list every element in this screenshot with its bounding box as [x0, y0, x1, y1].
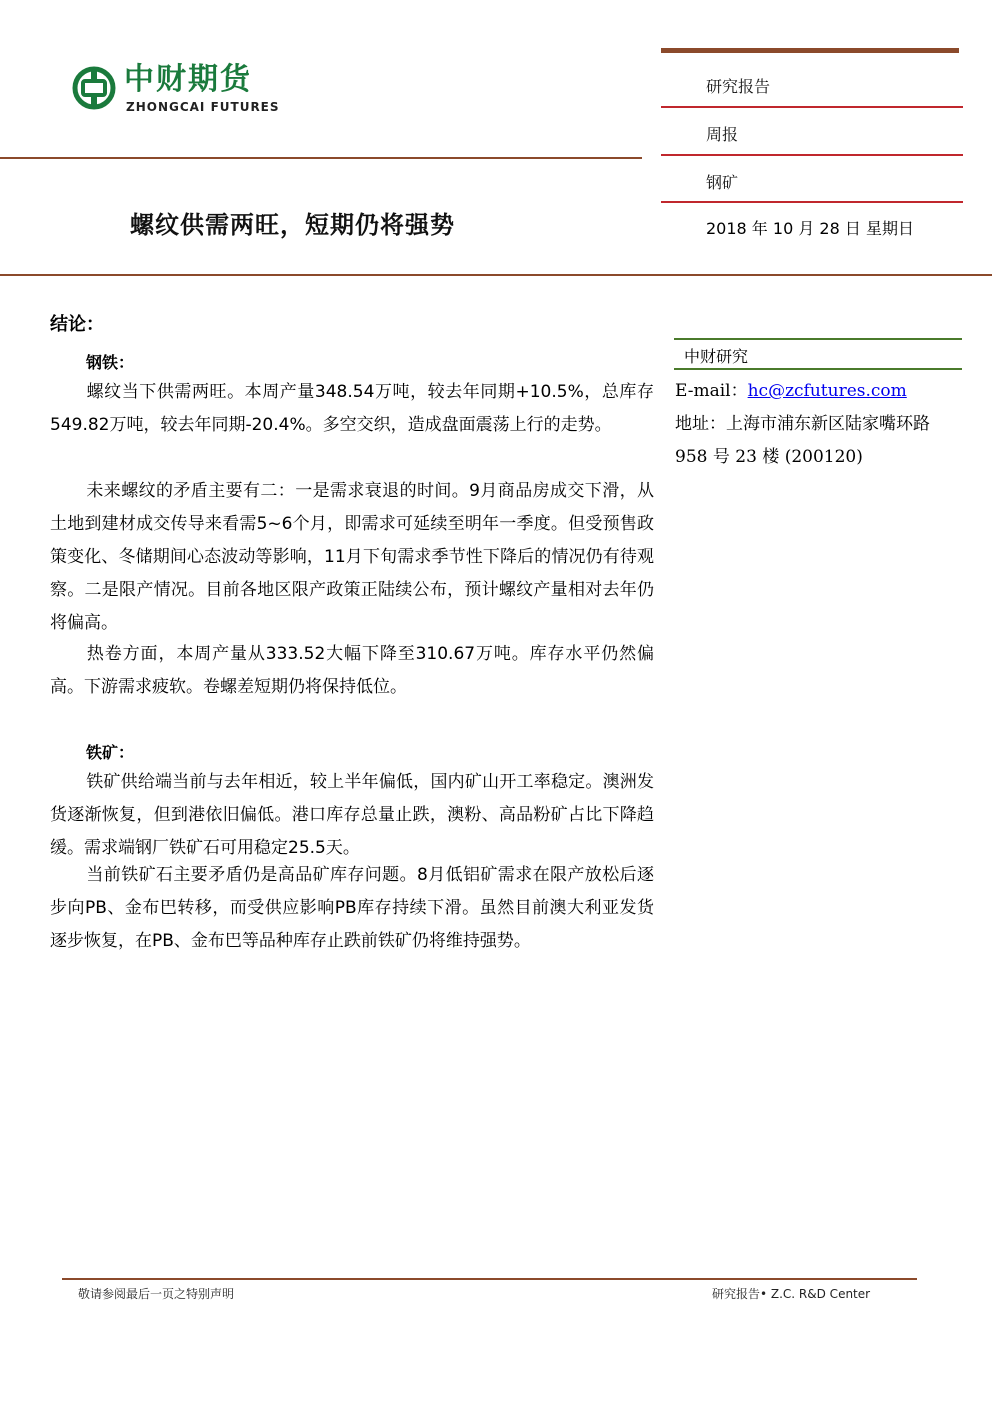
steel-paragraph-3: 热卷方面，本周产量从333.52大幅下降至310.67万吨。库存水平仍然偏高。下游需求疲软。卷螺差短期仍将保持低位。 [50, 644, 654, 697]
email-link[interactable]: hc@zcfutures.com [747, 381, 907, 401]
steel-paragraph-1: 螺纹当下供需两旺。本周产量348.54万吨，较去年同期+10.5%，总库存549.82万吨，较去年同期-20.4%。多空交织，造成盘面震荡上行的走势。 [50, 382, 654, 435]
contact-title: 中财研究 [684, 347, 749, 366]
steel-heading: 钢铁： [86, 353, 135, 372]
sidebar-rule-2 [661, 154, 963, 156]
report-date: 2018 年 10 月 28 日 星期日 [706, 219, 914, 238]
report-title: 螺纹供需两旺，短期仍将强势 [130, 211, 455, 239]
sidebar-top-rule [661, 48, 959, 53]
iron-ore-paragraph-1: 铁矿供给端当前与去年相近，较上半年偏低，国内矿山开工率稳定。澳洲发货逐渐恢复，但到港依旧偏低。港口库存总量止跌，澳粉、高品粉矿占比下降趋缓。需求端钢厂铁矿石可用稳定25.5天。 [50, 772, 654, 858]
conclusion-heading: 结论： [50, 314, 104, 335]
header-rule-left [0, 157, 642, 159]
footer-disclaimer: 敬请参阅最后一页之特别声明 [78, 1287, 235, 1301]
sidebar-rule-1 [661, 106, 963, 108]
sidebar-rule-3 [661, 201, 963, 203]
contact-email-line [675, 375, 965, 408]
company-logo [72, 60, 312, 120]
report-type-label: 研究报告 [706, 77, 771, 96]
steel-paragraph-2: 未来螺纹的矛盾主要有二：一是需求衰退的时间。9月商品房成交下滑，从土地到建材成交传导来看需5~6个月，即需求可延续至明年一季度。但受预售政策变化、冬储期间心态波动等影响，11月下旬需求季节性下降后的情况仍有待观察。二是限产情况。目前各地区限产政策正陆续公布，预计螺纹产量相对去年仍将偏高。 [50, 481, 654, 633]
footer-center-label: 研究报告• Z.C. R&D Center [712, 1287, 871, 1301]
report-commodity-label: 钢矿 [706, 173, 739, 192]
zhongcai-logo-icon [72, 66, 116, 110]
email-label: E-mail： [675, 381, 748, 401]
iron-ore-heading: 铁矿： [86, 743, 135, 762]
contact-title-rule [674, 368, 962, 370]
footer-rule [62, 1278, 917, 1280]
contact-top-rule [674, 338, 962, 340]
logo-chinese-name: 中财期货 [124, 62, 252, 97]
contact-address: 地址：上海市浦东新区陆家嘴环路 958 号 23 楼 (200120) [675, 414, 930, 467]
iron-ore-paragraph-2: 当前铁矿石主要矛盾仍是高品矿库存问题。8月低铝矿需求在限产放松后逐步向PB、金布巴转移，而受供应影响PB库存持续下滑。虽然目前澳大利亚发货逐步恢复，在PB、金布巴等品种库存止跌前铁矿仍将维持强势。 [50, 865, 654, 951]
header-rule-bottom [0, 274, 992, 276]
report-frequency-label: 周报 [706, 125, 739, 144]
logo-english-name: ZHONGCAI FUTURES [126, 100, 280, 114]
